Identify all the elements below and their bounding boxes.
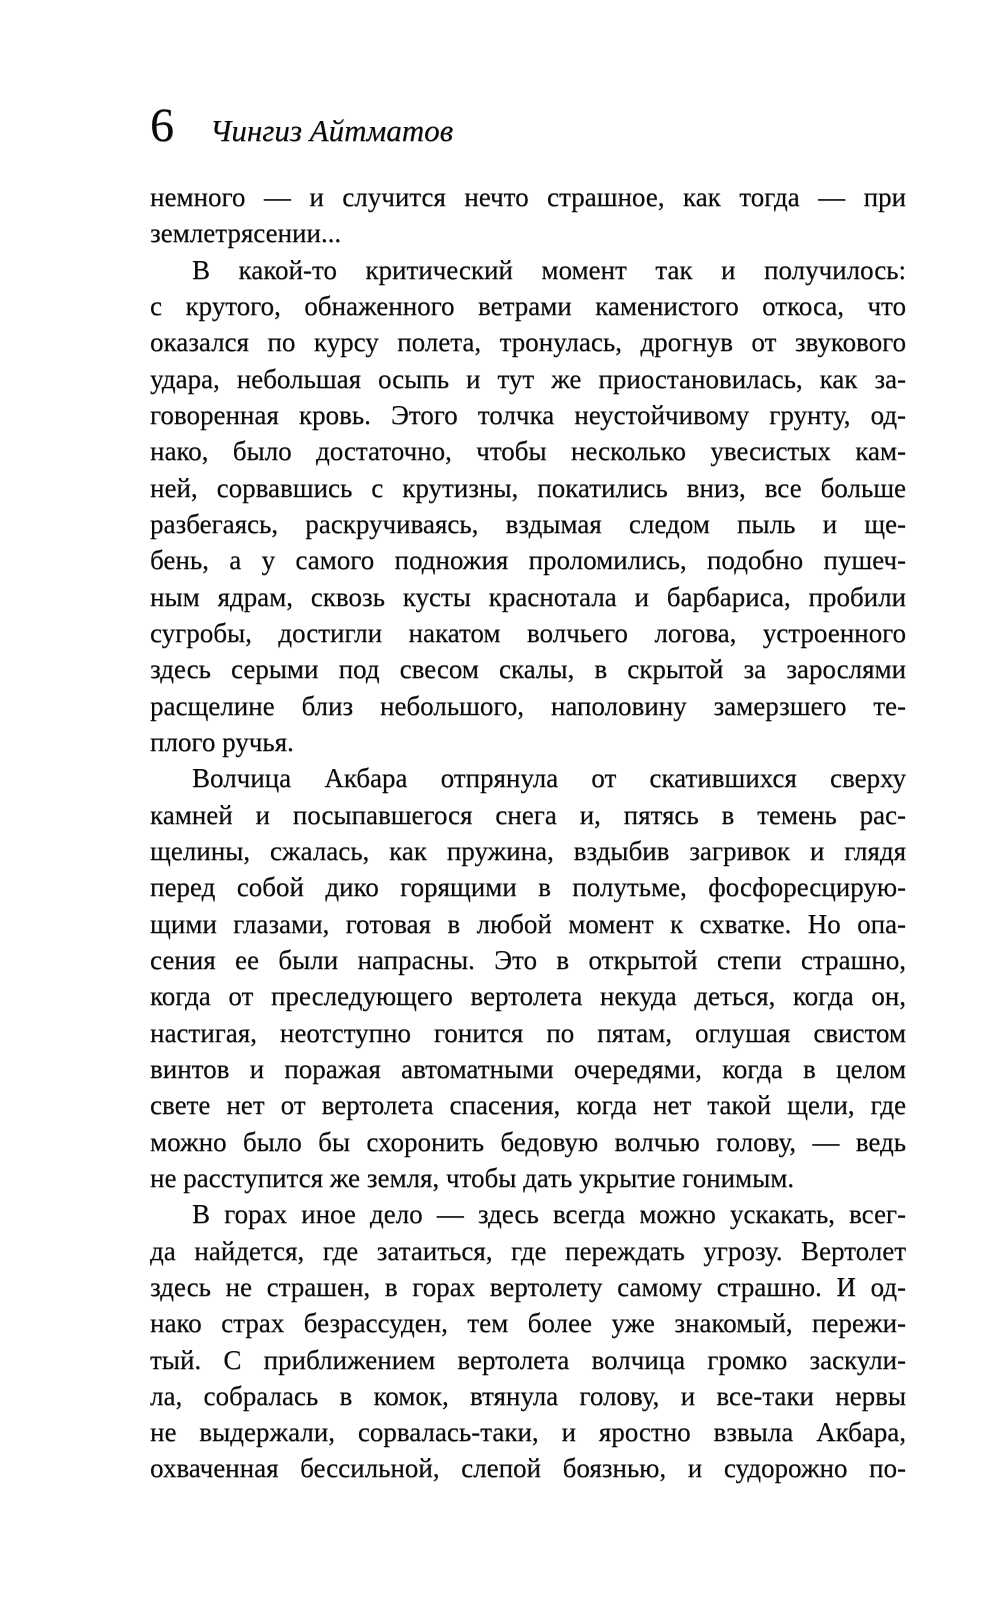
page-number: 6 [150,99,174,152]
text-line: с крутого, обнаженного ветрами каменистого откоса, что [150,290,906,321]
text-line: удара, небольшая осыпь и тут же приостановилась, как за- [150,363,906,394]
text-line: можно было бы схоронить бедовую волчью голову, — ведь [150,1126,906,1157]
text-line: здесь серыми под свесом скалы, в скрытой за зарослями [150,654,906,685]
text-line: не расступится же земля, чтобы дать укрытие гонимым. [150,1162,795,1193]
text-line: разбегаясь, раскручиваясь, вздымая следом пыль и ще- [150,508,906,539]
text-line: оказался по курсу полета, тронулась, дрогнув от звукового [150,327,906,358]
text-line: говоренная кровь. Этого толчка неустойчивому грунту, од- [150,399,906,430]
text-line: настигая, неотступно гонится по пятам, оглушая свистом [150,1017,906,1048]
text-line: щими глазами, готовая в любой момент к схватке. Но опа- [150,908,906,939]
text-line: В горах иное дело — здесь всегда можно ускакать, всег- [192,1199,906,1230]
text-line: свете нет от вертолета спасения, когда нет такой щели, где [150,1090,906,1121]
text-line: нако страх безрассуден, тем более уже знакомый, пережи- [150,1308,906,1339]
text-line: Волчица Акбара отпрянула от скатившихся сверху [192,763,906,794]
text-line: тый. С приближением вертолета волчица громко заскули- [150,1344,906,1375]
text-line: когда от преследующего вертолета некуда деться, когда он, [150,981,906,1012]
text-line: нако, было достаточно, чтобы несколько увесистых кам- [150,436,906,467]
text-line: сугробы, достигли накатом волчьего логова, устроенного [150,617,906,648]
text-line: охваченная бессильной, слепой боязнью, и судорожно по- [150,1453,906,1484]
text-line: винтов и поражая автоматными очередями, когда в целом [150,1053,906,1084]
text-line: щелины, сжалась, как пружина, вздыбив загривок и глядя [150,835,906,866]
text-line: ла, собралась в комок, втянула голову, и все-таки нервы [150,1380,906,1411]
text-line: ней, сорвавшись с крутизны, покатились вниз, все больше [150,472,906,503]
text-line: не выдержали, сорвалась-таки, и яростно взвыла Акбара, [150,1417,906,1448]
text-line: немного — и случится нечто страшное, как тогда — при [150,182,906,212]
text-line: перед собой дико горящими в полутьме, фосфоресцирую- [150,872,906,903]
text-line: бень, а у самого подножия проломились, подобно пушеч- [150,545,906,576]
running-header [150,99,906,152]
page-text [150,179,906,1487]
text-line: здесь не страшен, в горах вертолету самому страшно. И од- [150,1271,906,1302]
running-title: Чингиз Айтматов [210,113,454,148]
text-line: сения ее были напрасны. Это в открытой степи страшно, [150,944,906,975]
text-line: ным ядрам, сквозь кусты краснотала и барбариса, пробили [150,581,906,612]
text-line: землетрясении... [150,218,342,249]
text-line: камней и посыпавшегося снега и, пятясь в темень рас- [150,799,906,830]
text-line: расщелине близ небольшого, наполовину замерзшего те- [150,690,906,721]
text-line: да найдется, где затаиться, где переждать угрозу. Вертолет [150,1235,906,1266]
text-line: плого ручья. [150,726,294,757]
text-line: В какой-то критический момент так и получилось: [192,254,906,285]
